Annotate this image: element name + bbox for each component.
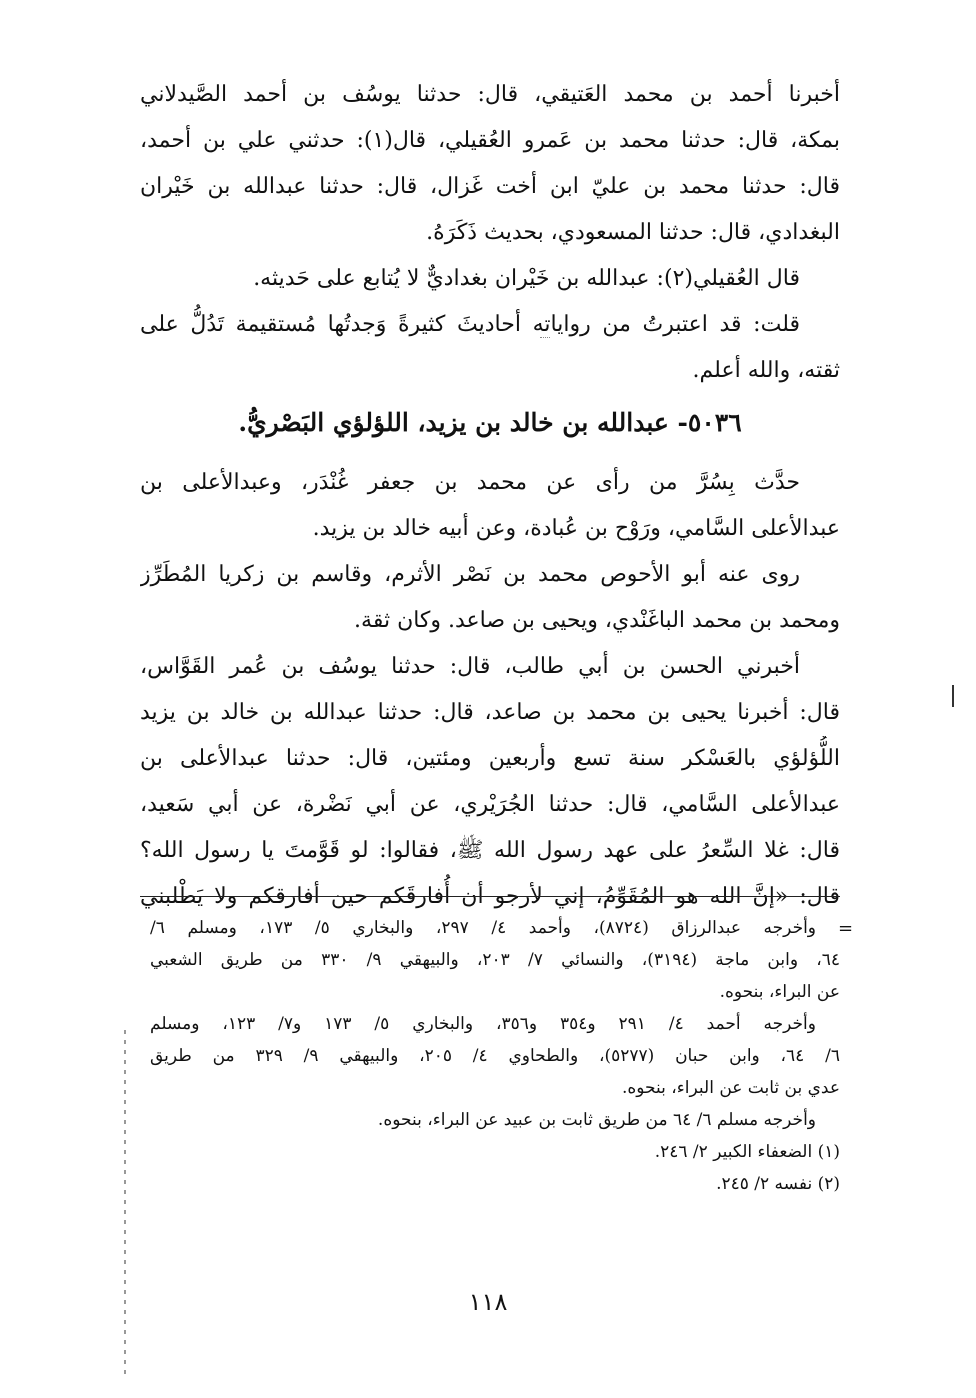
text-line: قلت: قد اعتبرتُ من رواياته أحاديثَ كثيرةً وَجدتُها مُستقيمة تَدُلُّ على [140, 312, 800, 337]
scan-artifact-dots-small [540, 337, 550, 339]
text-line: أخبرنا أحمد بن محمد العَتيقي، قال: حدثنا يوسُف بن أحمد الصَّيدلاني [140, 82, 840, 107]
scan-artifact-dots [124, 1030, 126, 1380]
footnote-line: ٦٤، وابن ماجة (٣١٩٤)، والنسائي ٧/ ٢٠٣، والبيهقي ٩/ ٣٣٠ من طريق الشعبي [150, 950, 840, 970]
paragraph-2 [140, 256, 840, 302]
text-line: بمكة، قال: حدثنا محمد بن عَمرو العُقيلي، قال(١): حدثني علي بن أحمد، [140, 128, 840, 153]
continuation-mark: = [838, 918, 854, 939]
text-line: أخبرني الحسن بن أبي طالب، قال: حدثنا يوسُف بن عُمر القَوَّاس، [140, 654, 800, 679]
text-line: عبدالأعلى السَّامي، قال: حدثنا الجُرَيْري، عن أبي نَضْرة، عن أبي سَعيد، [140, 792, 840, 817]
text-line: البغدادي، قال: حدثنا المسعودي، بحديث ذَكَرَهُ. [426, 220, 840, 245]
footnote-line: عدي بن ثابت عن البراء، بنحوه. [621, 1078, 840, 1098]
entry-heading: ٥٠٣٦- عبدالله بن خالد بن يزيد، اللؤلؤي البَصْريُّ. [238, 408, 742, 437]
footnote-line: وأخرجه عبدالرزاق (٨٧٢٤)، وأحمد ٤/ ٢٩٧، والبخاري ٥/ ١٧٣، ومسلم ٦/ [150, 918, 817, 938]
footnote-1: (١) الضعفاء الكبير ٢/ ٢٤٦. [654, 1142, 840, 1162]
page-number: ١١٨ [468, 1288, 508, 1316]
footnote-line: عن البراء، بنحوه. [719, 982, 840, 1002]
footnotes [150, 912, 840, 1200]
paragraph-1 [140, 72, 840, 256]
footnote-line: وأخرجه أحمد ٤/ ٢٩١ و٣٥٤ و٣٥٦، والبخاري ٥/ ١٧٣ و٧/ ١٢٣، ومسلم [150, 1014, 816, 1034]
footnote-2: (٢) نفسه ٢/ ٢٤٥. [716, 1174, 840, 1194]
text-line: عبدالأعلى السَّامي، ورَوْح بن عُبادة، وعن أبيه خالد بن يزيد. [312, 516, 840, 541]
footnote-line: وأخرجه مسلم ٦/ ٦٤ من طريق ثابت بن عبيد عن البراء، بنحوه. [377, 1110, 816, 1130]
text-line: قال: أخبرنا يحيى بن محمد بن صاعد، قال: حدثنا عبدالله بن خالد بن يزيد [140, 700, 840, 725]
main-text [140, 72, 840, 920]
paragraph-6 [140, 644, 840, 920]
paragraph-5 [140, 552, 840, 644]
footnote-separator [140, 896, 840, 897]
paragraph-4 [140, 460, 840, 552]
text-line: اللُّؤلؤي بالعَسْكر سنة تسع وأربعين ومئتين، قال: حدثنا عبدالأعلى بن [140, 746, 840, 771]
footnote-line: ٦/ ٦٤، وابن حبان (٥٢٧٧)، والطحاوي ٤/ ٢٠٥، والبيهقي ٩/ ٣٢٩ من طريق [150, 1046, 840, 1066]
text-line: روى عنه أبو الأحوص محمد بن نَصْر الأثرم، وقاسم بن زكريا المُطَرِّز [140, 562, 800, 587]
paragraph-3 [140, 302, 840, 394]
text-line: ومحمد بن محمد الباغَنْدي، ويحيى بن صاعد. وكان ثقة. [354, 608, 840, 633]
footnote-continuation-3 [150, 1104, 840, 1136]
text-line: قال: غلا السِّعرُ على عهد رسول الله ﷺ، فقالوا: لو قَوَّمتَ يا رسول الله؟ [140, 838, 840, 863]
text-line: قال العُقيلي(٢): عبدالله بن خَيْران بغداديٌّ لا يُتابع على حَديثه. [253, 266, 800, 291]
text-line: حدَّث بِسُرَّ من رأى عن محمد بن جعفر غُنْدَر، وعبدالأعلى بن [140, 470, 800, 495]
text-line: ثقته، والله أعلم. [692, 358, 840, 383]
footnote-continuation-1 [150, 912, 840, 1008]
scan-artifact-mark [952, 685, 954, 707]
text-line: قال: «إنَّ الله هو المُقَوِّمُ، إني لأرجو أن أُفارقَكم حين أفارقكم ولا يَطْلبني [140, 884, 840, 909]
footnote-continuation-2 [150, 1008, 840, 1104]
text-line: قال: حدثنا محمد بن عليّ ابن أخت غَزال، قال: حدثنا عبدالله بن خَيْران [140, 174, 840, 199]
